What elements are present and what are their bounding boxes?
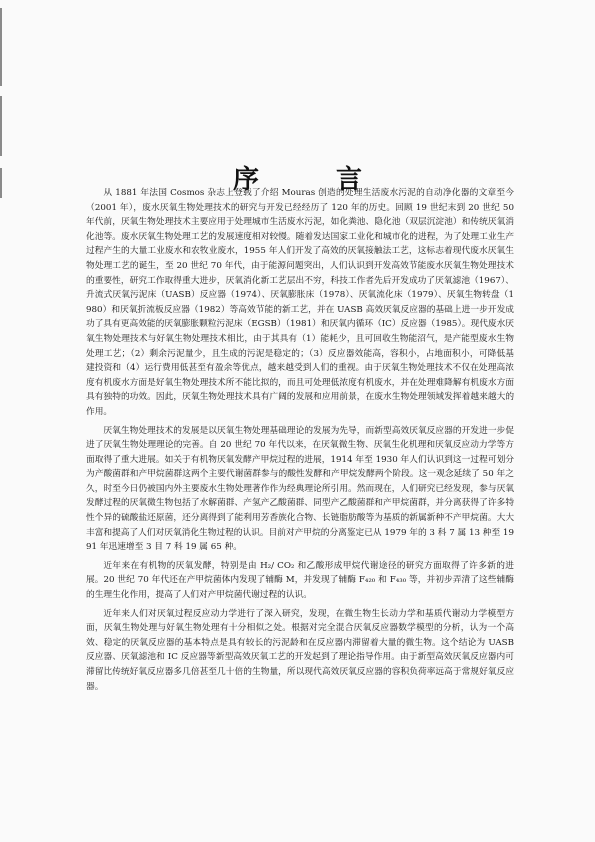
edge-mark [0,96,2,156]
page-edge-marks [0,0,10,842]
paragraph: 近年来人们对厌氧过程反应动力学进行了深入研究，发现，在微生物生长动力学和基质代谢动力学模型方面，厌氧生物处理与好氧生物处理有十分相似之处。根据对完全混合厌氧反应器数学模型的分析，认为一个高效、稳定的厌氧反应器的基本特点是具有较长的污泥龄和在反应器内滞留着大量的微生物。这个结论为 UASB 反应器、厌氧滤池和 IC 反应器等新型高效厌氧工艺的开发起到了理论指导作用。由于新型高效厌氧反应器内可滞留比传统好氧反应器多几倍甚至几十倍的生物量，所以现代高效厌氧反应器的容积负荷率远高于常规好氧反应器。 [86,608,514,692]
paragraph: 厌氧生物处理技术的发展是以厌氧生物处理基础理论的发展为先导，而新型高效厌氧反应器的开发进一步促进了厌氧生物处理理论的完善。自 20 世纪 70 年代以来，在厌氧微生物、厌氧生化机理和厌氧反应动力学等方面取得了重大进展。如关于有机物厌氧发酵产甲烷过程的进展，1914 年至 1930 年人们认识到这一过程可划分为产酸菌群和产甲烷菌群这两个主要代谢菌群参与的酸性发酵和产甲烷发酵两个阶段。这一观念延续了 50 年之久，时至今日仍被国内外主要废水生物处理著作作为经典理论所引用。然而现在，人们研究已经发现，参与厌氧发酵过程的厌氧微生物包括了水解菌群、产氢产乙酸菌群、同型产乙酸菌群和产甲烷菌群，并分离获得了许多特性个异的硫酸盐还原菌，还分离得到了能利用芳香族化合物、长链脂肪酸等为基质的新属新种不产甲烷菌。大大丰富和提高了人们对厌氧消化生物过程的认识。目前对产甲烷的分离鉴定已从 1979 年的 3 科 7 属 13 种至 1991 年迅速增至 3 目 7 科 19 属 65 种。 [86,425,514,553]
paragraph: 近年来在有机物的厌氧发酵，特别是由 H₂/ CO₂ 和乙酸形成甲烷代谢途径的研究方面取得了许多新的进展。20 世纪 70 年代还在产甲烷菌体内发现了辅酶 M，并发现了辅酶 F₄₂₀ 和 F₄₃₀ 等，并初步弄清了这些辅酶的生理生化作用，提高了人们对产甲烷菌代谢过程的认识。 [86,560,514,601]
preface-body [86,186,514,698]
edge-mark [0,8,2,86]
paragraph: 从 1881 年法国 Cosmos 杂志上登载了介绍 Mouras 创造的处理生活废水污泥的自动净化器的文章至今（2001 年），废水厌氧生物处理技术的研究与开发已经经历了 120 年的历史。回顾 19 世纪末到 20 世纪 50 年代前，厌氧生物处理技术主要应用于处理城市生活废水污泥，如化粪池、隐化池（双层沉淀池）和传统厌氧消化池等。废水厌氧生物处理工艺的发展速度相对较慢。随着发达国家工业化和城市化的进程，为了处理工业生产过程产生的大量工业废水和农牧业废水，1955 年人们开发了高效的厌氧接触法工艺，这标志着现代废水厌氧生物处理工艺的诞生，至 20 世纪 70 年代，由于能源问题突出，人们认识到开发高效节能废水厌氧生物处理技术的重要性，研究工作取得重大进步，厌氧消化新工艺层出不穷，科技工作者先后开发成功了厌氧滤池（1967）、升流式厌氧污泥床（UASB）反应器（1974）、厌氧膨胀床（1978）、厌氧流化床（1979）、厌氧生物转盘（1980）和厌氧折流板反应器（1982）等高效节能的新工艺，并在 UASB 高效厌氧反应器的基础上进一步开发成功了具有更高效能的厌氧膨胀颗粒污泥床（EGSB）（1981）和厌氧内循环（IC）反应器（1985）。现代废水厌氧生物处理技术与好氧生物处理技术相比，由于其具有（1）能耗少，且可回收生物能沼气，是产能型废水生物处理工艺；（2）剩余污泥量少，且生成的污泥是稳定的；（3）反应器效能高，容积小，占地面积小，可降低基建投资和（4）运行费用低甚至有盈余等优点，越来越受到人们的重视。由于厌氧生物处理技术不仅在处理高浓度有机废水方面是好氧生物处理技术所不能比拟的，而且可处理低浓度有机废水，并在处理难降解有机废水方面具有独特的功效。因此，厌氧生物处理技术具有广阔的发展和应用前景，在废水生物处理领域发挥着越来越大的作用。 [86,188,514,417]
page-title: 序 言 [232,165,397,196]
